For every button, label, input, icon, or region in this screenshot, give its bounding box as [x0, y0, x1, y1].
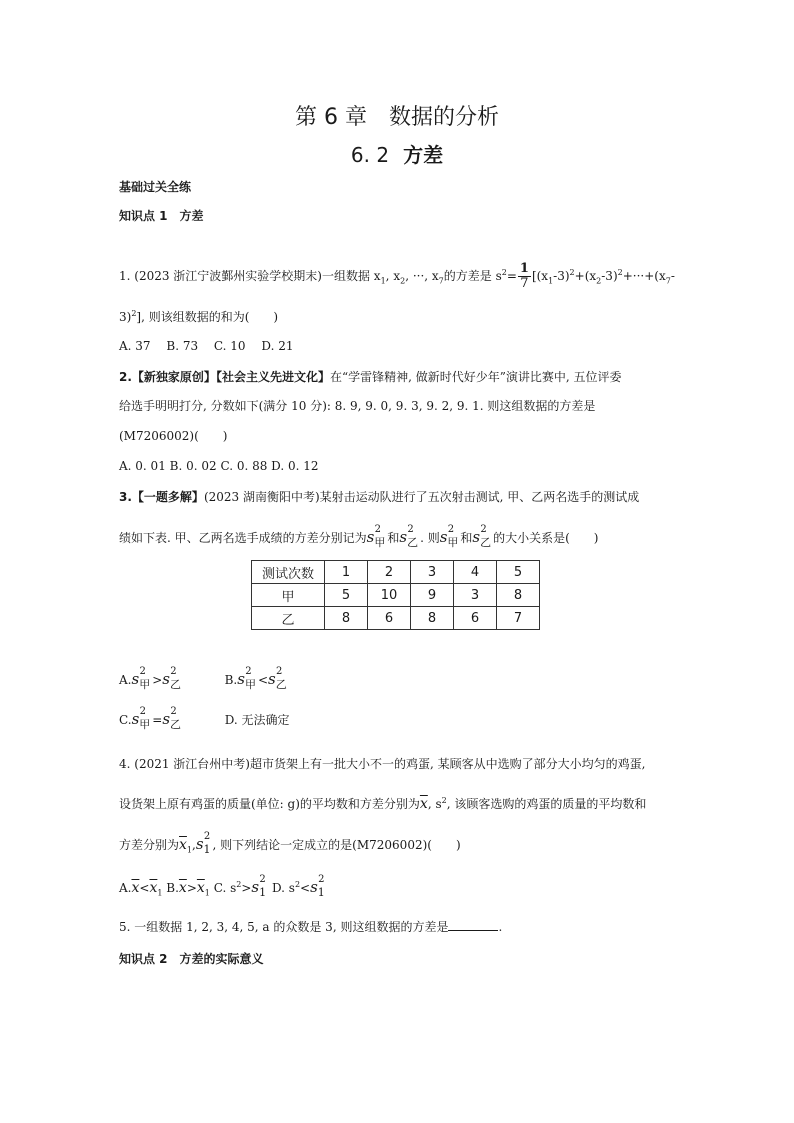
- table-cell: 9: [411, 584, 454, 607]
- question-4-options: $A.\overline{x}<\overline{x}_1$ $B.\overline{x}>\overline{x}_1$ C. $s^2>s$ 2 $_1$ D. $s^2<s$ 2 $_1$: [119, 874, 325, 899]
- knowledge-point-2: 知识点 2 方差的实际意义: [119, 952, 264, 966]
- table-cell: 6: [368, 607, 411, 630]
- answer-blank[interactable]: [448, 920, 498, 931]
- question-4-line-1: 4. (2021 浙江台州中考)超市货架上有一批大小不一的鸡蛋, 某顾客从中选购了部分大小均匀的鸡蛋,: [119, 757, 646, 771]
- tag-multi-solution: 【一题多解】: [131, 490, 204, 504]
- question-2-options: A. 0. 01 B. 0. 02 C. 0. 88 D. 0. 12: [119, 459, 319, 473]
- question-3-line-2: 绩如下表. 甲、乙两名选手成绩的方差分别记为s 2 $_甲$ 和s 2 $_乙$ . 则s 2 $_甲$ 和s 2 $_乙$ 的大小关系是( ): [119, 524, 599, 549]
- table-cell: 10: [368, 584, 411, 607]
- table-cell: 5: [497, 561, 540, 584]
- section-name: 方差: [403, 143, 444, 167]
- table-cell: 8: [411, 607, 454, 630]
- section-title: [0, 139, 794, 168]
- table-cell: 6: [454, 607, 497, 630]
- fraction: $\frac{1}{7}$: [519, 261, 529, 291]
- question-1-options: A. 37 B. 73 C. 10 D. 21: [119, 339, 294, 353]
- table-cell: 4: [454, 561, 497, 584]
- table-cell: 8: [325, 607, 368, 630]
- table-cell: 7: [497, 607, 540, 630]
- table-row: [252, 607, 540, 630]
- question-2-line-3: (M7206002)( ): [119, 429, 228, 443]
- table-header-row: [252, 561, 540, 584]
- question-3-options-cd: C.s 2 $_甲$ =s 2 $_乙$ D. 无法确定: [119, 706, 290, 731]
- table-cell: 3: [411, 561, 454, 584]
- knowledge-point-1: 知识点 1 方差: [119, 209, 204, 223]
- table-row: [252, 584, 540, 607]
- table-cell: 5: [325, 584, 368, 607]
- question-4-line-3: 方差分别为$\overline{x}_1,s$ 2 $_1$ , 则下列结论一定成立的是(M7206002)( ): [119, 831, 461, 856]
- table-cell: 乙: [252, 607, 325, 630]
- question-1-line-1: 1. (2023 浙江宁波鄞州实验学校期末)一组数据 $x_1$, $x_2$, ···, $x_7$的方差是 $s^2=$ $\frac{1}{7}$ [$(x_1-3)^2+(x_2-3)^2+\cdot\cdot\cdot+(x_7-$: [119, 261, 675, 291]
- question-4-line-2: 设货架上原有鸡蛋的质量(单位: g)的平均数和方差分别为$\overline{x}$, $s^2$, 该顾客选购的鸡蛋的质量的平均数和: [119, 796, 647, 812]
- table-cell: 甲: [252, 584, 325, 607]
- question-1-line-2: 3)$^2$], 则该组数据的和为( ): [119, 309, 279, 324]
- chapter-title: 第 6 章 数据的分析: [295, 105, 499, 130]
- table-cell: 1: [325, 561, 368, 584]
- question-2-line-2: 给选手明明打分, 分数如下(满分 10 分): 8. 9, 9. 0, 9. 3, 9. 2, 9. 1. 则这组数据的方差是: [119, 399, 596, 413]
- question-3-line-1: 3.【一题多解】(2023 湖南衡阳中考)某射击运动队进行了五次射击测试, 甲、乙两名选手的测试成: [119, 490, 640, 504]
- table-cell: 测试次数: [252, 561, 325, 584]
- section-number: 6. 2: [350, 143, 390, 167]
- table-cell: 2: [368, 561, 411, 584]
- question-2-line-1: 2.【新独家原创】【社会主义先进文化】在“学雷锋精神, 做新时代好少年”演讲比赛中, 五位评委: [119, 370, 622, 384]
- tag-original: 【新独家原创】: [131, 370, 216, 384]
- basic-practice-label: 基础过关全练: [119, 180, 192, 194]
- table-cell: 3: [454, 584, 497, 607]
- table-cell: 8: [497, 584, 540, 607]
- tag-culture: 【社会主义先进文化】: [215, 370, 330, 384]
- score-table: [251, 560, 540, 630]
- question-3-options-ab: A.s 2 $_甲$ >s 2 $_乙$ B.s 2 $_甲$ <s 2 $_乙$: [119, 666, 287, 691]
- question-5: 5. 一组数据 1, 2, 3, 4, 5, a 的众数是 3, 则这组数据的方差是 .: [119, 920, 503, 934]
